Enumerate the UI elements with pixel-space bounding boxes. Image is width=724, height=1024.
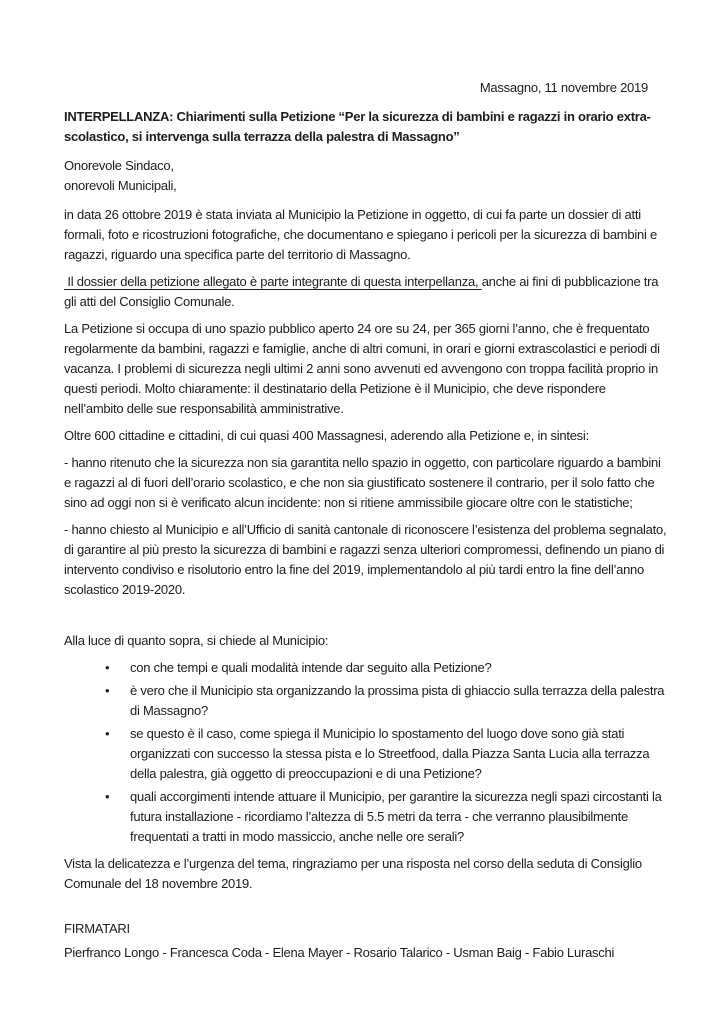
blank-line [64, 607, 668, 631]
dossier-rest-text: anche ai fini di pubblicazione tra gli atti del Consiglio Comunale. [64, 274, 659, 309]
paragraph-petizione: La Petizione si occupa di uno spazio pubblico aperto 24 ore su 24, per 365 giorni l’anno, che è frequentato regolarmente da bambini, ragazzi e famiglie, anche di altri comuni, in orari e giorni extrascolastici e periodi di vacanza. I problemi di sicurezza negli ultimi 2 anni sono avvenuti ed avvengono con troppa facilità proprio in questi periodi. Molto chiaramente: il destinatario della Petizione è il Municipio, che deve rispondere nell’ambito delle sue responsabilità amministrative. [64, 321, 660, 416]
signers-names: Pierfranco Longo - Francesca Coda - Elena Mayer - Rosario Talarico - Usman Baig - Fabio Luraschi [64, 945, 615, 960]
subject-title: INTERPELLANZA: Chiarimenti sulla Petizione “Per la sicurezza di bambini e ragazzi in orario extra-scolastico, si intervenga sulla terrazza della palestra di Massagno” [64, 109, 651, 144]
paragraph-cittadini: Oltre 600 cittadine e cittadini, di cui quasi 400 Massagnesi, aderendo alla Petizione e, in sintesi: [64, 428, 589, 443]
paragraph-closing: Vista la delicatezza e l’urgenza del tema, ringraziamo per una risposta nel corso della seduta di Consiglio Comunale del 18 novembre 2019. [64, 856, 642, 891]
paragraph-intro: in data 26 ottobre 2019 è stata inviata al Municipio la Petizione in oggetto, di cui fa parte un dossier di atti formali, foto e ricostruzioni fotografiche, che documentano e spiegano i pericoli per la sicurezza di bambini e ragazzi, riguardo una specifica parte del territorio di Massagno. [64, 207, 657, 262]
dash-item-2: - hanno chiesto al Municipio e all’Ufficio di sanità cantonale di riconoscere l’esistenza del problema segnalato, di garantire al più presto la sicurezza di bambini e ragazzi senza ulteriori compromessi, definendo un piano di intervento condiviso e risolutorio entro la fine del 2019, implementandolo al più tardi entro la fine dell’anno scolastico 2019-2020. [64, 522, 667, 597]
dossier-underlined-text: Il dossier della petizione allegato è parte integrante di questa interpellanza, [64, 274, 482, 289]
question-list [64, 658, 668, 847]
blank-line [64, 901, 668, 919]
signers-label: FIRMATARI [64, 921, 130, 936]
salutation-line-1: Onorevole Sindaco, [64, 158, 174, 173]
question-item-3: • se questo è il caso, come spiega il Municipio lo spostamento del luogo dove sono già stati organizzati con successo la stessa pista e lo Streetfood, dalla Piazza Santa Lucia alla terrazza della palestra, già oggetto di preoccupazioni e di una Petizione? [130, 724, 668, 784]
dash-item-1: - hanno ritenuto che la sicurezza non sia garantita nello spazio in oggetto, con particolare riguardo a bambini e ragazzi al di fuori dell’orario scolastico, e che non sia giustificato sostenere il contrario, per il solo fatto che sino ad oggi non si è verificato alcun incidente: non si ritiene ammissibile giocare oltre con le statistiche; [64, 455, 661, 510]
question-item-1: • con che tempi e quali modalità intende dar seguito alla Petizione? [130, 658, 668, 678]
dateline: Massagno, 11 novembre 2019 [479, 80, 648, 95]
paragraph-dossier [64, 272, 668, 312]
salutation [64, 156, 668, 196]
paragraph-chiede: Alla luce di quanto sopra, si chiede al Municipio: [64, 633, 329, 648]
question-item-4: • quali accorgimenti intende attuare il Municipio, per garantire la sicurezza negli spazi circostanti la futura installazione - ricordiamo l’altezza di 5.5 metri da terra - che verranno plausibilmente frequentati a tratti in modo massiccio, anche nelle ore serali? [130, 787, 668, 847]
question-item-2: • è vero che il Municipio sta organizzando la prossima pista di ghiaccio sulla terrazza della palestra di Massagno? [130, 681, 668, 721]
salutation-line-2: onorevoli Municipali, [64, 178, 177, 193]
